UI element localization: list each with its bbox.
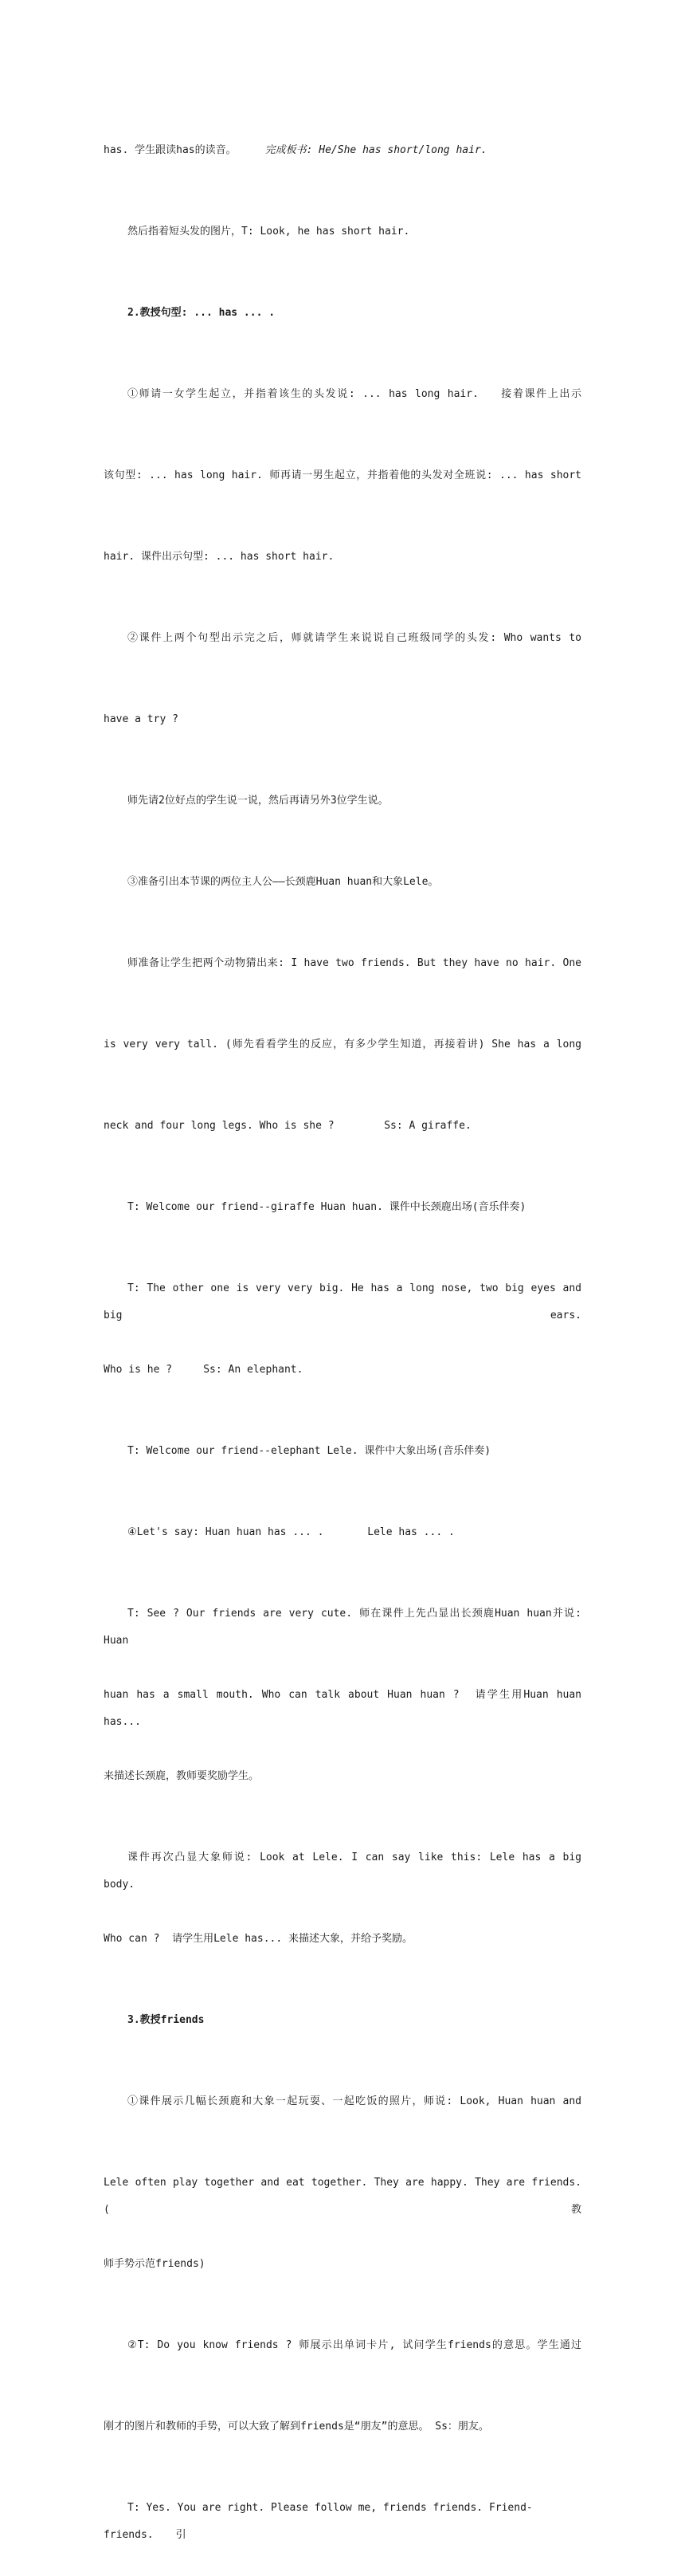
section-heading-3: 3.教授friends bbox=[127, 2014, 205, 2026]
blackboard-note: 完成板书: He/She has short/long hair. bbox=[264, 144, 487, 156]
section-heading-2: 2.教授句型: ... has ... . bbox=[127, 307, 276, 319]
text-line-29: 刚才的图片和教师的手势，可以大致了解到friends是“朋友”的意思。 Ss：朋友。 bbox=[104, 2421, 489, 2433]
text-line-19: T: See ? Our friends are very cute. 师在课件上先凸显出长颈鹿Huan huan并说: Huan bbox=[104, 1608, 588, 1647]
text-line-5: 该句型: ... has long hair. 师再请一男生起立，并指着他的头发对全班说: ... has short bbox=[104, 469, 581, 481]
text-line-15: T: The other one is very very big. He has a long nose, two big eyes and big ears. bbox=[104, 1282, 588, 1321]
text-line-4: ①师请一女学生起立，并指着该生的头发说: ... has long hair. 接着课件上出示 bbox=[127, 388, 581, 400]
text-line-10: ③准备引出本节课的两位主人公——长颈鹿Huan huan和大象Lele。 bbox=[127, 876, 439, 888]
text-line-16: Who is he ? Ss: An elephant. bbox=[104, 1364, 303, 1376]
text-line-8: have a try ? bbox=[104, 713, 178, 725]
text-line-12: is very very tall. (师先看看学生的反应，有多少学生知道，再接着讲) She has a long bbox=[104, 1039, 581, 1050]
text-line-6: hair. 课件出示句型: ... has short hair. bbox=[104, 551, 335, 563]
text-line-11: 师准备让学生把两个动物猜出来: I have two friends. But they have no hair. One bbox=[127, 957, 581, 969]
text-line-7: ②课件上两个句型出示完之后，师就请学生来说说自己班级同学的头发: Who wants to bbox=[127, 632, 581, 644]
text-line-1: has. 学生跟读has的读音。 完成板书: He/She has short/long hair. bbox=[104, 144, 487, 156]
text-line-17: T: Welcome our friend--elephant Lele. 课件中大象出场(音乐伴奏) bbox=[127, 1445, 491, 1457]
text-line-22: 课件再次凸显大象师说: Look at Lele. I can say like this: Lele has a big body. bbox=[104, 1852, 588, 1891]
text-line-23: Who can ? 请学生用Lele has... 来描述大象，并给予奖励。 bbox=[104, 1933, 413, 1945]
text-line-13: neck and four long legs. Who is she ? Ss: A giraffe. bbox=[104, 1120, 472, 1132]
text-line-14: T: Welcome our friend--giraffe Huan huan. 课件中长颈鹿出场(音乐伴奏) bbox=[127, 1201, 526, 1213]
lesson-plan-text bbox=[104, 83, 588, 2576]
text-line-26: Lele often play together and eat together. They are happy. They are friends.(教 bbox=[104, 2177, 581, 2216]
text-line-28: ②T: Do you know friends ? 师展示出单词卡片, 试问学生friends的意思。学生通过 bbox=[127, 2339, 581, 2351]
text-line-9: 师先请2位好点的学生说一说，然后再请另外3位学生说。 bbox=[127, 795, 389, 807]
text-line-2: 然后指着短头发的图片，T: Look, he has short hair. bbox=[127, 226, 410, 238]
text-line-25: ①课件展示几幅长颈鹿和大象一起玩耍、一起吃饭的照片，师说: Look, Huan huan and bbox=[127, 2095, 581, 2107]
text-line-18: ④Let's say: Huan huan has ... . Lele has ... . bbox=[127, 1526, 455, 1538]
text-line-27: 师手势示范friends) bbox=[104, 2258, 206, 2270]
text-line-21: 来描述长颈鹿，教师要奖励学生。 bbox=[104, 1770, 260, 1782]
text-line-20: huan has a small mouth. Who can talk about Huan huan ? 请学生用Huan huan has... bbox=[104, 1689, 588, 1728]
text-line-30: T: Yes. You are right. Please follow me, friends friends. Friend-friends. 引 bbox=[104, 2502, 533, 2541]
